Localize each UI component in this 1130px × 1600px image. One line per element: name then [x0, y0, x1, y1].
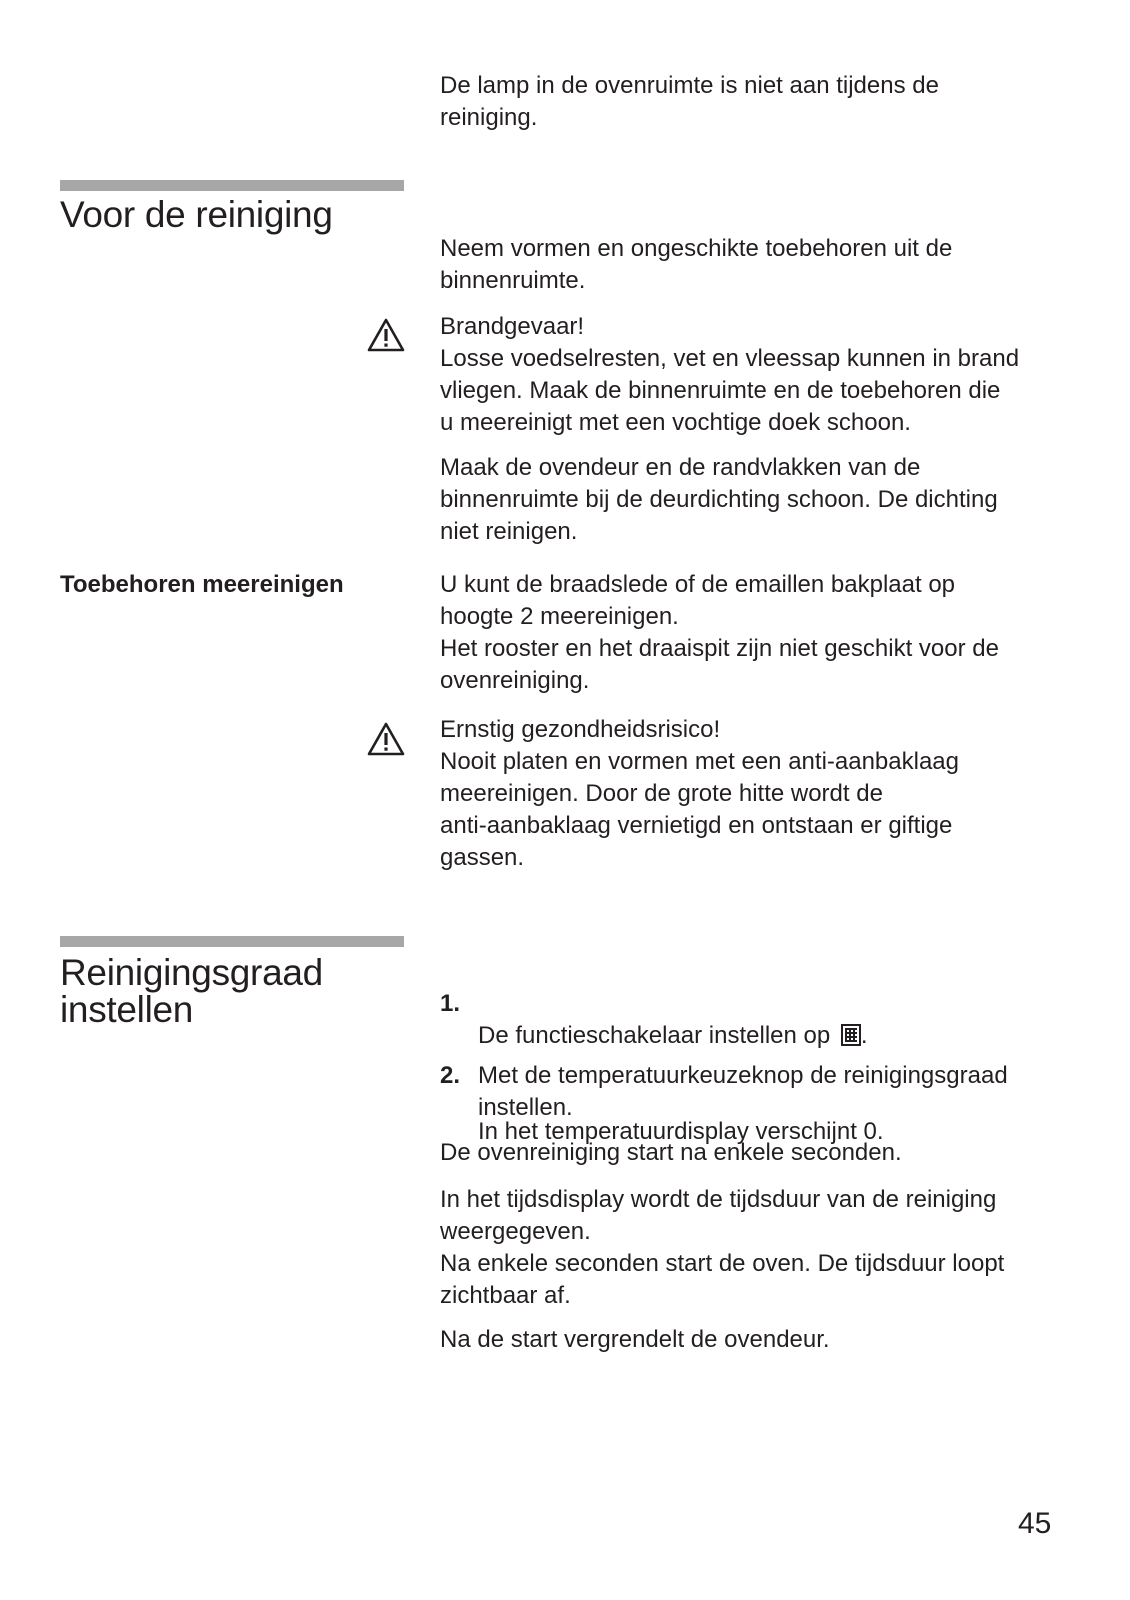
- step-number: 2.: [440, 1062, 461, 1089]
- paragraph-start-cleaning: De ovenreiniging start na enkele seconden.: [440, 1139, 902, 1166]
- step-text-part: In het temperatuurdisplay verschijnt 0.: [478, 1118, 884, 1145]
- section-heading-reinigingsgraad-instellen: Reinigingsgraad instellen: [60, 952, 323, 1030]
- warning-triangle-icon: [367, 318, 405, 352]
- paragraph-door-lock: Na de start vergrendelt de ovendeur.: [440, 1326, 830, 1353]
- warning-triangle-icon: [367, 722, 405, 756]
- step-text-part: .: [860, 1022, 868, 1049]
- intro-text: De lamp in de ovenruimte is niet aan tijdens de reiniging.: [440, 72, 939, 131]
- section-divider-bar: [60, 180, 404, 191]
- paragraph-accessories-cleaning: U kunt de braadslede of de emaillen bakplaat op hoogte 2 meereinigen. Het rooster en het draaispit zijn niet geschikt voor de ovenreiniging.: [440, 571, 999, 694]
- paragraph-time-display: In het tijdsdisplay wordt de tijdsduur van de reiniging weergegeven. Na enkele seconden start de oven. De tijdsduur loopt zichtbaar af.: [440, 1186, 1005, 1309]
- pyrolysis-mode-icon: [841, 1024, 861, 1046]
- paragraph-clean-door: Maak de ovendeur en de randvlakken van de binnenruimte bij de deurdichting schoon. De dichting niet reinigen.: [440, 454, 998, 545]
- warning-fire-hazard: Brandgevaar! Losse voedselresten, vet en vleessap kunnen in brand vliegen. Maak de binnenruimte en de toebehoren die u meereinigt met een vochtige doek schoon.: [440, 313, 1020, 436]
- warning-health-risk: Ernstig gezondheidsrisico! Nooit platen en vormen met een anti-aanbaklaag meereinigen. Door de grote hitte wordt de anti-aanbaklaag vernietigd en ontstaan er giftige gassen.: [440, 716, 959, 871]
- step-text: Met de temperatuurkeuzeknop de reinigingsgraad instellen.: [478, 1062, 1008, 1121]
- step-number: 1.: [440, 990, 461, 1017]
- paragraph-remove-accessories: Neem vormen en ongeschikte toebehoren uit de binnenruimte.: [440, 235, 953, 294]
- section-heading-voor-de-reiniging: Voor de reiniging: [60, 194, 333, 235]
- step-text-part: De functieschakelaar instellen op: [478, 1022, 837, 1049]
- subheading-toebehoren-meereinigen: Toebehoren meereinigen: [60, 571, 344, 598]
- page-number: 45: [1018, 1507, 1052, 1540]
- section-divider-bar: [60, 936, 404, 947]
